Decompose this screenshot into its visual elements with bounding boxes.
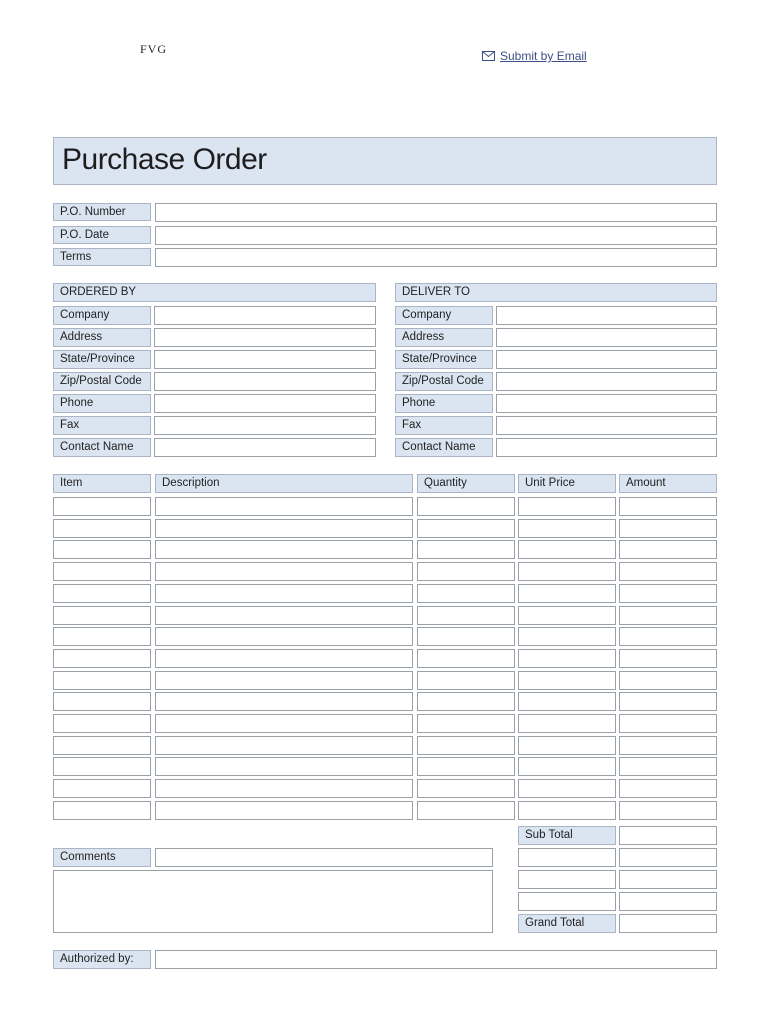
table-cell-item[interactable] — [53, 649, 151, 668]
table-cell-description[interactable] — [155, 671, 413, 690]
column-header-amount: Amount — [619, 474, 717, 493]
extra-charge-label-field-3[interactable] — [518, 892, 616, 911]
column-header-unit-price: Unit Price — [518, 474, 616, 493]
ordered-by-fax-field[interactable] — [154, 416, 376, 435]
table-cell-item[interactable] — [53, 714, 151, 733]
deliver-to-company-label: Company — [395, 306, 493, 325]
ordered-by-address-field[interactable] — [154, 328, 376, 347]
table-cell-unit-price[interactable] — [518, 627, 616, 646]
table-cell-unit-price[interactable] — [518, 497, 616, 516]
table-cell-item[interactable] — [53, 801, 151, 820]
ordered-by-zip-postal-code-field[interactable] — [154, 372, 376, 391]
table-cell-description[interactable] — [155, 627, 413, 646]
table-cell-description[interactable] — [155, 714, 413, 733]
grand-total-field[interactable] — [619, 914, 717, 933]
table-cell-description[interactable] — [155, 584, 413, 603]
table-cell-unit-price[interactable] — [518, 519, 616, 538]
table-cell-amount[interactable] — [619, 801, 717, 820]
table-cell-description[interactable] — [155, 519, 413, 538]
submit-by-email-button[interactable] — [482, 49, 587, 63]
deliver-to-phone-field[interactable] — [496, 394, 717, 413]
po-date-label: P.O. Date — [53, 226, 151, 244]
ordered-by-company-field[interactable] — [154, 306, 376, 325]
table-cell-description[interactable] — [155, 562, 413, 581]
ordered-by-fax-label: Fax — [53, 416, 151, 435]
extra-charge-value-field-1[interactable] — [619, 848, 717, 867]
table-cell-quantity[interactable] — [417, 757, 515, 776]
po-number-label: P.O. Number — [53, 203, 151, 221]
deliver-to-fax-label: Fax — [395, 416, 493, 435]
submit-by-email-label: Submit by Email — [500, 49, 587, 63]
ordered-by-contact-name-field[interactable] — [154, 438, 376, 457]
table-cell-item[interactable] — [53, 584, 151, 603]
table-cell-amount[interactable] — [619, 562, 717, 581]
deliver-to-state-province-field[interactable] — [496, 350, 717, 369]
ordered-by-company-label: Company — [53, 306, 151, 325]
table-cell-quantity[interactable] — [417, 692, 515, 711]
deliver-to-state-province-label: State/Province — [395, 350, 493, 369]
table-cell-item[interactable] — [53, 497, 151, 516]
table-cell-amount[interactable] — [619, 540, 717, 559]
column-header-description: Description — [155, 474, 413, 493]
table-cell-amount[interactable] — [619, 757, 717, 776]
ordered-by-phone-field[interactable] — [154, 394, 376, 413]
table-cell-item[interactable] — [53, 627, 151, 646]
table-cell-quantity[interactable] — [417, 649, 515, 668]
po-number-field[interactable] — [155, 203, 717, 222]
table-cell-amount[interactable] — [619, 671, 717, 690]
deliver-to-company-field[interactable] — [496, 306, 717, 325]
deliver-to-contact-name-label: Contact Name — [395, 438, 493, 457]
grand-total-label: Grand Total — [518, 914, 616, 933]
terms-field[interactable] — [155, 248, 717, 267]
table-cell-amount[interactable] — [619, 584, 717, 603]
po-date-field[interactable] — [155, 226, 717, 245]
table-cell-amount[interactable] — [619, 497, 717, 516]
extra-charge-label-field-2[interactable] — [518, 870, 616, 889]
table-cell-unit-price[interactable] — [518, 540, 616, 559]
table-cell-description[interactable] — [155, 606, 413, 625]
form-code: FVG — [140, 42, 168, 56]
deliver-to-address-field[interactable] — [496, 328, 717, 347]
table-cell-quantity[interactable] — [417, 519, 515, 538]
deliver-to-zip-postal-code-label: Zip/Postal Code — [395, 372, 493, 391]
deliver-to-heading: DELIVER TO — [395, 283, 717, 302]
table-cell-item[interactable] — [53, 519, 151, 538]
title-bar — [53, 137, 717, 185]
table-cell-item[interactable] — [53, 606, 151, 625]
ordered-by-heading: ORDERED BY — [53, 283, 376, 302]
ordered-by-contact-name-label: Contact Name — [53, 438, 151, 457]
comments-label: Comments — [53, 848, 151, 867]
deliver-to-contact-name-field[interactable] — [496, 438, 717, 457]
column-header-item: Item — [53, 474, 151, 493]
table-cell-unit-price[interactable] — [518, 584, 616, 603]
table-cell-description[interactable] — [155, 757, 413, 776]
table-cell-quantity[interactable] — [417, 562, 515, 581]
table-cell-amount[interactable] — [619, 649, 717, 668]
table-cell-quantity[interactable] — [417, 606, 515, 625]
table-cell-unit-price[interactable] — [518, 562, 616, 581]
extra-charge-label-field-1[interactable] — [518, 848, 616, 867]
comments-textarea[interactable] — [53, 870, 493, 933]
extra-charge-value-field-2[interactable] — [619, 870, 717, 889]
table-cell-description[interactable] — [155, 692, 413, 711]
table-cell-amount[interactable] — [619, 736, 717, 755]
table-cell-item[interactable] — [53, 779, 151, 798]
table-cell-quantity[interactable] — [417, 627, 515, 646]
ordered-by-state-province-label: State/Province — [53, 350, 151, 369]
table-cell-description[interactable] — [155, 649, 413, 668]
deliver-to-zip-postal-code-field[interactable] — [496, 372, 717, 391]
table-cell-item[interactable] — [53, 757, 151, 776]
table-cell-quantity[interactable] — [417, 497, 515, 516]
table-cell-quantity[interactable] — [417, 714, 515, 733]
authorized-by-field[interactable] — [155, 950, 717, 969]
table-cell-amount[interactable] — [619, 627, 717, 646]
table-cell-item[interactable] — [53, 692, 151, 711]
table-cell-unit-price[interactable] — [518, 649, 616, 668]
table-cell-amount[interactable] — [619, 779, 717, 798]
table-cell-quantity[interactable] — [417, 736, 515, 755]
table-cell-item[interactable] — [53, 562, 151, 581]
table-cell-quantity[interactable] — [417, 584, 515, 603]
terms-label: Terms — [53, 248, 151, 266]
authorized-by-label: Authorized by: — [53, 950, 151, 969]
table-cell-unit-price[interactable] — [518, 714, 616, 733]
table-cell-item[interactable] — [53, 671, 151, 690]
deliver-to-address-label: Address — [395, 328, 493, 347]
deliver-to-fax-field[interactable] — [496, 416, 717, 435]
table-cell-description[interactable] — [155, 540, 413, 559]
table-cell-quantity[interactable] — [417, 779, 515, 798]
table-cell-amount[interactable] — [619, 606, 717, 625]
table-cell-item[interactable] — [53, 540, 151, 559]
page-title: Purchase Order — [62, 143, 267, 176]
table-cell-description[interactable] — [155, 779, 413, 798]
table-cell-description[interactable] — [155, 801, 413, 820]
table-cell-unit-price[interactable] — [518, 801, 616, 820]
table-cell-unit-price[interactable] — [518, 692, 616, 711]
ordered-by-zip-postal-code-label: Zip/Postal Code — [53, 372, 151, 391]
table-cell-quantity[interactable] — [417, 671, 515, 690]
table-cell-description[interactable] — [155, 736, 413, 755]
ordered-by-state-province-field[interactable] — [154, 350, 376, 369]
table-cell-amount[interactable] — [619, 519, 717, 538]
subtotal-label: Sub Total — [518, 826, 616, 845]
table-cell-quantity[interactable] — [417, 540, 515, 559]
subtotal-field[interactable] — [619, 826, 717, 845]
table-cell-unit-price[interactable] — [518, 736, 616, 755]
ordered-by-address-label: Address — [53, 328, 151, 347]
table-cell-unit-price[interactable] — [518, 757, 616, 776]
ordered-by-phone-label: Phone — [53, 394, 151, 413]
table-cell-unit-price[interactable] — [518, 779, 616, 798]
table-cell-amount[interactable] — [619, 714, 717, 733]
deliver-to-phone-label: Phone — [395, 394, 493, 413]
table-cell-unit-price[interactable] — [518, 606, 616, 625]
column-header-quantity: Quantity — [417, 474, 515, 493]
extra-charge-value-field-3[interactable] — [619, 892, 717, 911]
table-cell-unit-price[interactable] — [518, 671, 616, 690]
comments-heading-field[interactable] — [155, 848, 493, 867]
table-cell-quantity[interactable] — [417, 801, 515, 820]
table-cell-amount[interactable] — [619, 692, 717, 711]
table-cell-description[interactable] — [155, 497, 413, 516]
table-cell-item[interactable] — [53, 736, 151, 755]
envelope-icon — [482, 51, 495, 61]
